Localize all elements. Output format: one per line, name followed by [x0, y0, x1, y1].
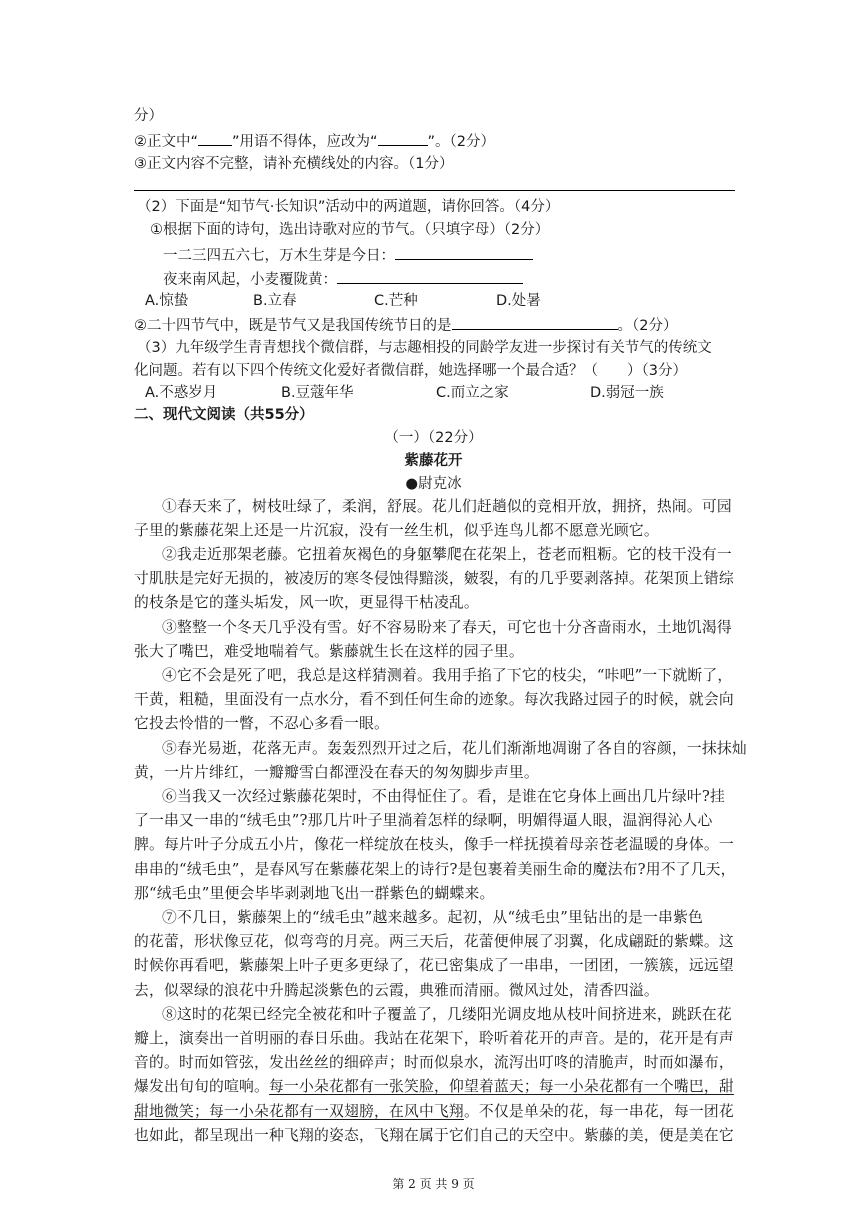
passage-line: 串串的“绒毛虫”，是春风写在紫藤花架上的诗行?是包裹着美丽生命的魔法布?用不了几天，	[134, 861, 736, 878]
passage-line: 子里的紫藤花架上还是一片沉寂，没有一丝生机，似乎连鸟儿都不愿意光顾它。	[134, 522, 659, 539]
question-2-title: （2）下面是“知节气·长知识”活动中的两道题，请你回答。（4分）	[137, 199, 560, 215]
option-b: B.立春	[253, 293, 297, 309]
passage-line: ②我走近那架老藤。它扭着灰褐色的身躯攀爬在花架上，苍老而粗粝。它的枝干没有一	[162, 546, 732, 563]
passage-line: 黄，一片片绯红，一瓣瓣雪白都湮没在春天的匆匆脚步声里。	[134, 764, 539, 781]
question-3-line-1: （3）九年级学生青青想找个微信群，与志趣相投的同龄学友进一步探讨有关节气的传统文	[137, 340, 712, 356]
poem-answer-blank-1[interactable]	[395, 244, 533, 260]
passage-line: 也如此，都呈现出一种飞翔的姿态，飞翔在属于它们自己的天空中。紫藤的美，便是美在它	[134, 1127, 734, 1144]
passage-line: 那“绒毛虫”里便会毕毕剥剥地飞出一群紫色的蝴蝶来。	[134, 885, 495, 902]
passage-line: 时候你再看吧，紫藤架上叶子更多更绿了，花已密集成了一串串，一团团，一簇簇，远远望	[134, 957, 734, 974]
passage-author: ●尉克冰	[405, 476, 462, 492]
poem-answer-blank-2[interactable]	[337, 268, 523, 284]
answer-blank-2[interactable]	[378, 130, 428, 146]
underlined-sentence: 每一小朵花都有一张笑脸，仰望着蓝天；每一小朵花都有一个嘴巴，甜	[268, 1078, 734, 1095]
option-c: C.芒种	[374, 293, 418, 309]
passage-line: 寸肌肤是完好无损的，被凌厉的寒冬侵蚀得黯淡，皴裂，有的几乎要剥落掉。花架顶上错综	[134, 570, 734, 587]
passage-line: ⑤春光易逝，花落无声。轰轰烈烈开过之后，花儿们渐渐地凋谢了各自的容颜，一抹抹灿	[162, 740, 747, 757]
passage-line: 了一串又一串的“绒毛虫”?那几片叶子里淌着怎样的绿啊，明媚得逼人眼，温润得沁人心	[134, 812, 713, 829]
question-2-sub-1: ①根据下面的诗句，选出诗歌对应的节气。（只填字母）（2分）	[150, 222, 550, 238]
question-3-line-2: 化问题。若有以下四个传统文化爱好者微信群，她选择哪一个最合适？（ ）（3分）	[134, 363, 687, 379]
poem-line-2: 夜来南风起，小麦覆陇黄：	[163, 268, 523, 290]
passage-line: ⑦不几日，紫藤架上的“绒毛虫”越来越多。起初，从“绒毛虫”里钻出的是一串紫色	[162, 909, 703, 926]
underlined-sentence: 甜地微笑；每一小朵花都有一双翅膀，在风中飞翔	[134, 1103, 464, 1120]
passage-line: 甜地微笑；每一小朵花都有一双翅膀，在风中飞翔。不仅是单朵的花，每一串花，每一团花	[134, 1103, 734, 1120]
passage-line: 干黄，粗糙，里面没有一点水分，看不到任何生命的迹象。每次我路过园子的时候，就会向	[134, 691, 734, 708]
passage-line: 的枝条是它的蓬头垢发，风一吹，更显得干枯凌乱。	[134, 594, 479, 611]
answer-blank-1[interactable]	[198, 130, 232, 146]
section-heading: 二、现代文阅读（共55分）	[134, 407, 314, 423]
part-heading: （一）（22分）	[384, 430, 483, 446]
passage-title: 紫藤花开	[404, 453, 463, 469]
option-d: D.弱冠一族	[590, 385, 664, 401]
answer-line[interactable]	[134, 190, 735, 191]
passage-line: 的花蕾，形状像豆花，似弯弯的月亮。两三天后，花蕾便伸展了羽翼，化成翩跹的紫蝶。这	[134, 933, 734, 950]
question-2-sub-2: ②二十四节气中，既是节气又是我国传统节日的是 。（2分）	[134, 314, 677, 336]
passage-line: ④它不会是死了吧，我总是这样猜测着。我用手掐了下它的枝尖，“咔吧”一下就断了，	[162, 667, 733, 684]
passage-line: 张大了嘴巴，难受地喘着气。紫藤就生长在这样的园子里。	[134, 643, 524, 660]
poem-line-1: 一二三四五六七，万木生芽是今日：	[163, 244, 533, 266]
passage-line: 去，似翠绿的浪花中升腾起淡紫色的云霞，典雅而清丽。微风过处，清香四溢。	[134, 982, 659, 999]
option-a: A.不惑岁月	[145, 385, 218, 401]
continued-score: 分）	[134, 108, 163, 124]
question-complete-content: ③正文内容不完整，请补充横线处的内容。（1分）	[134, 156, 454, 172]
page-number: 第 2 页 共 9 页	[392, 1177, 475, 1191]
passage-line: ⑥当我又一次经过紫藤花架时，不由得怔住了。看，是谁在它身体上画出几片绿叶?挂	[162, 788, 726, 805]
passage-line: ⑧这时的花架已经完全被花和叶子覆盖了，几缕阳光调皮地从枝叶间挤进来，跳跃在花	[162, 1006, 732, 1023]
passage-line: 脾。每片叶子分成五小片，像花一样绽放在枝头，像手一样抚摸着母亲苍老温暖的身体。一	[134, 836, 734, 853]
passage-line: 它投去怜惜的一瞥，不忍心多看一眼。	[134, 715, 389, 732]
festival-answer-blank[interactable]	[452, 314, 618, 330]
passage-line: 瓣上，演奏出一首明丽的春日乐曲。我站在花架下，聆听着花开的声音。是的，花开是有声	[134, 1030, 734, 1047]
option-a: A.惊蛰	[145, 293, 189, 309]
passage-line: ③整整一个冬天几乎没有雪。好不容易盼来了春天，可它也十分吝啬雨水，土地饥渴得	[162, 619, 732, 636]
option-b: B.豆蔻年华	[281, 385, 354, 401]
passage-line: 音的。时而如管弦，发出丝丝的细碎声；时而似泉水，流泻出叮咚的清脆声，时而如瀑布，	[134, 1054, 734, 1071]
passage-line: 爆发出旬旬的喧响。每一小朵花都有一张笑脸，仰望着蓝天；每一小朵花都有一个嘴巴，甜	[134, 1078, 734, 1095]
option-d: D.处暑	[496, 293, 541, 309]
passage-line: ①春天来了，树枝吐绿了，柔润，舒展。花儿们赶趟似的竞相开放，拥挤，热闹。可园	[162, 498, 732, 515]
option-c: C.而立之家	[436, 385, 509, 401]
question-improper-wording: ②正文中“ ”用语不得体，应改为“ ”。（2分）	[134, 130, 495, 152]
